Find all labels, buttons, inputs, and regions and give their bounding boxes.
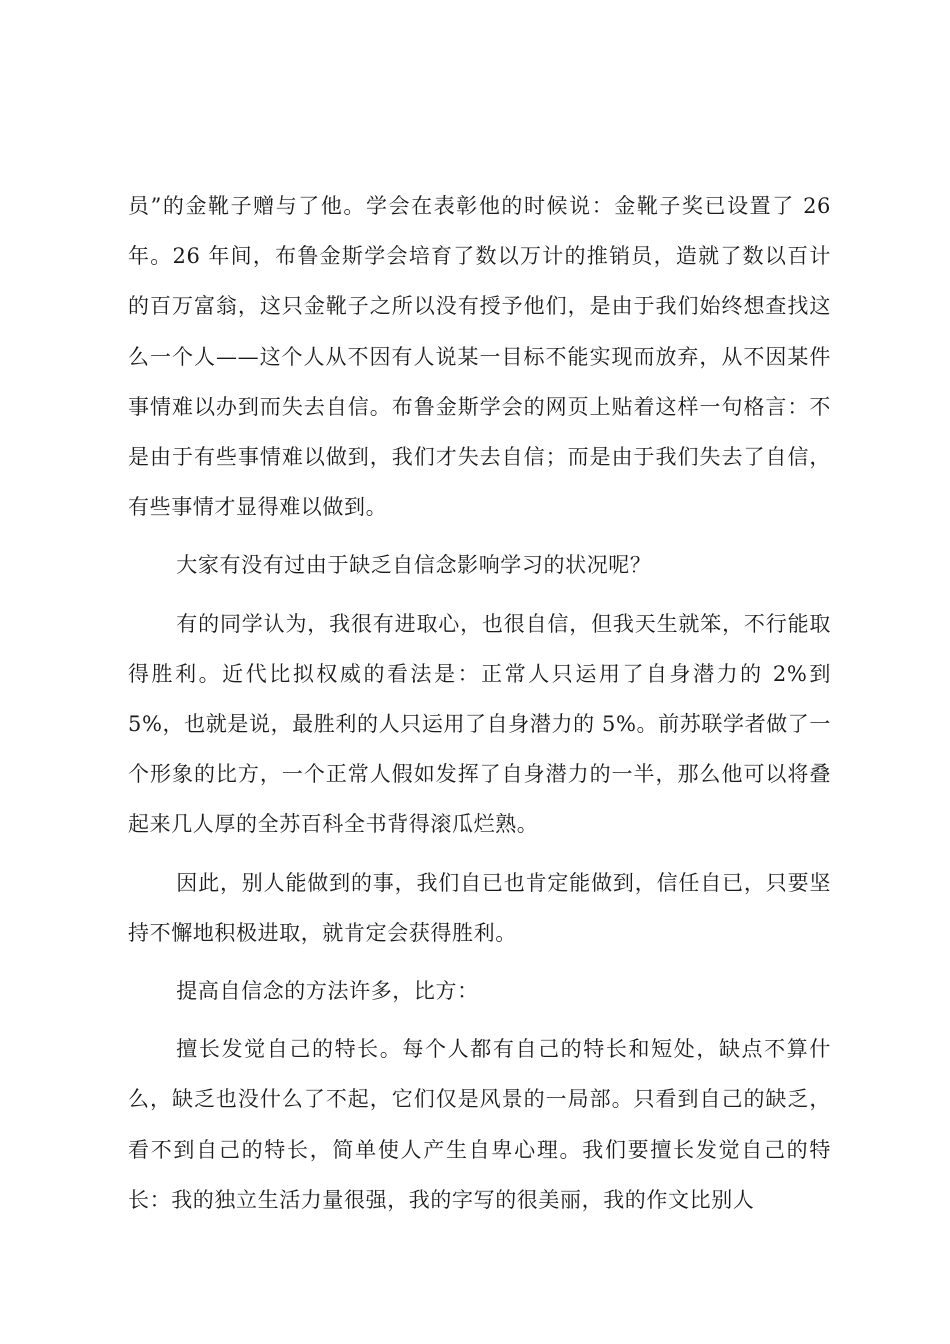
paragraph-5: 提高自信念的方法许多，比方： — [176, 979, 479, 1004]
document-body — [128, 181, 831, 1225]
paragraph-gap — [128, 850, 831, 858]
paragraph-2: 大家有没有过由于缺乏自信念影响学习的状况呢？ — [176, 553, 652, 578]
paragraph-4: 因此，别人能做到的事，我们自已也肯定能做到，信任自已，只要坚持不懈地积极进取，就肯定会获得胜利。 — [128, 870, 831, 945]
paragraph-gap — [128, 1016, 831, 1024]
paragraph-3: 有的同学认为，我很有进取心，也很自信，但我天生就笨，不行能取得胜利。近代比拟权威的看法是：正常人只运用了自身潜力的 2%到 5%，也就是说，最胜利的人只运用了自身潜力的 5%。前苏联学者做了一个形象的比方，一个正常人假如发挥了自身潜力的一半，那么他可以将叠起来几人厚的全苏百科全书背得滚瓜烂熟。 — [128, 611, 831, 837]
paragraph-gap — [128, 958, 831, 966]
paragraph-1: 员”的金靴子赠与了他。学会在表彰他的时候说：金靴子奖已设置了 26 年。26 年间，布鲁金斯学会培育了数以万计的推销员，造就了数以百计的百万富翁，这只金靴子之所以没有授予他们，是由于我们始终想查找这么一个人——这个人从不因有人说某一目标不能实现而放弃，从不因某件事情难以办到而失去自信。布鲁金斯学会的网页上贴着这样一句格言：不是由于有些事情难以做到，我们才失去自信；而是由于我们失去了自信，有些事情才显得难以做到。 — [128, 194, 831, 520]
paragraph-6: 擅长发觉自己的特长。每个人都有自己的特长和短处，缺点不算什么，缺乏也没什么了不起，它们仅是风景的一局部。只看到自己的缺乏，看不到自己的特长，简单使人产生自卑心理。我们要擅长发觉自己的特长：我的独立生活力量很强，我的字写的很美丽，我的作文比别人 — [128, 1037, 831, 1212]
paragraph-gap — [128, 532, 831, 540]
paragraph-gap — [128, 591, 831, 599]
